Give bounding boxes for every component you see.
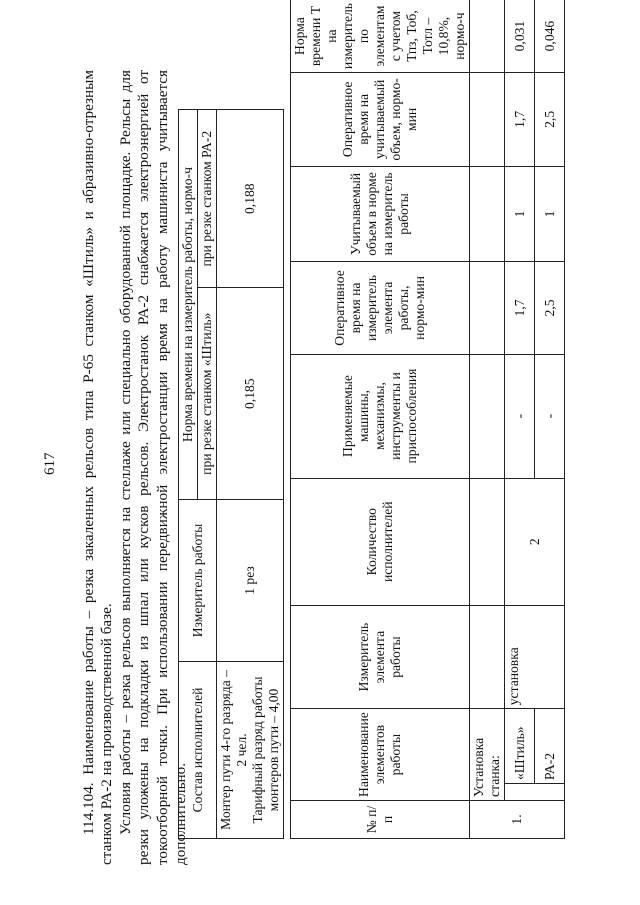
staff-header: Состав исполнителей [179, 662, 217, 839]
volume-header: Учитываемый объем в норме на измеритель работы [291, 166, 470, 262]
operative-time-value: 1,7 [505, 262, 535, 354]
page-number: 617 [42, 452, 58, 475]
norm-header: Норма времени на измеритель работы, нормо-ч [179, 110, 198, 500]
machine-name: «Штиль» [505, 709, 535, 784]
performer-count-header: Количество исполнителей [291, 478, 470, 605]
performer-count: 2 [505, 478, 565, 605]
machines-value: - [535, 354, 565, 478]
ra2-header: при резке станком РА-2 [198, 110, 217, 288]
element-name-header: Наименование элементов работы [291, 709, 470, 801]
operative-volume-header: Оперативное время на учитываемый объем, нормо-мин [291, 73, 470, 166]
staff-line-1: Монтер пути 4-го разряда – 2 чел. [218, 670, 249, 830]
time-norm-header: Норма времени Т на измеритель по элементам с учетом Тпз, Тоб, Тотл – 10,8%, нормо-ч [291, 0, 470, 73]
section-empty [470, 478, 505, 605]
shtil-norm-cell: 0,185 [217, 288, 284, 500]
element-unit: установка [505, 605, 565, 708]
work-conditions-paragraph: Условия работы – резка рельсов выполняется на стеллаже или специально оборудованной площадке. Рельсы для резки уложены на подкладки из шпал или кусков рельсов. Электростанок РА-2 снабжается электроэнергией от токоотборной точки. При использовании передвижной электростанции время на работу машиниста учитывается дополнительно. [117, 70, 190, 865]
staff-cell [217, 662, 284, 839]
elements-table [290, 0, 565, 839]
machine-name: РА-2 [535, 709, 565, 784]
time-norm-value: 0,046 [535, 0, 565, 73]
staff-line-2: Тарифный разряд работы монтеров пути – 4,00 [250, 676, 281, 824]
volume-value: 1 [535, 166, 565, 262]
section-empty [470, 166, 505, 262]
operative-volume-value: 2,5 [535, 73, 565, 166]
meter-cell: 1 рез [217, 500, 284, 662]
section-label: Установка станка: [470, 709, 505, 801]
operative-time-value: 2,5 [535, 262, 565, 354]
time-norm-value: 0,031 [505, 0, 535, 73]
machines-header: Применяемые машины, механизмы, инструменты и приспособления [291, 354, 470, 478]
staff-norm-table [178, 109, 284, 839]
section-empty [470, 73, 505, 166]
row-number: 1. [470, 800, 565, 838]
operative-volume-value: 1,7 [505, 73, 535, 166]
machines-value: - [505, 354, 535, 478]
meter-header: Измеритель работы [179, 500, 217, 662]
section-empty [470, 354, 505, 478]
section-empty [470, 605, 505, 708]
section-empty [470, 262, 505, 354]
element-unit-header: Измеритель элемента работы [291, 605, 470, 708]
section-empty [470, 0, 505, 73]
number-header: № п/п [291, 800, 470, 838]
ra2-norm-cell: 0,188 [217, 110, 284, 288]
volume-value: 1 [505, 166, 535, 262]
work-title-paragraph: 114.104. Наименование работы – резка закаленных рельсов типа Р-65 станком «Штиль» и абразивно-отрезным станком РА-2 на производственной базе. [80, 70, 116, 865]
indent-cell [505, 783, 565, 800]
operative-time-header: Оперативное время на измеритель элемента работы, нормо-мин [291, 262, 470, 354]
shtil-header: при резке станком «Штиль» [198, 288, 217, 500]
